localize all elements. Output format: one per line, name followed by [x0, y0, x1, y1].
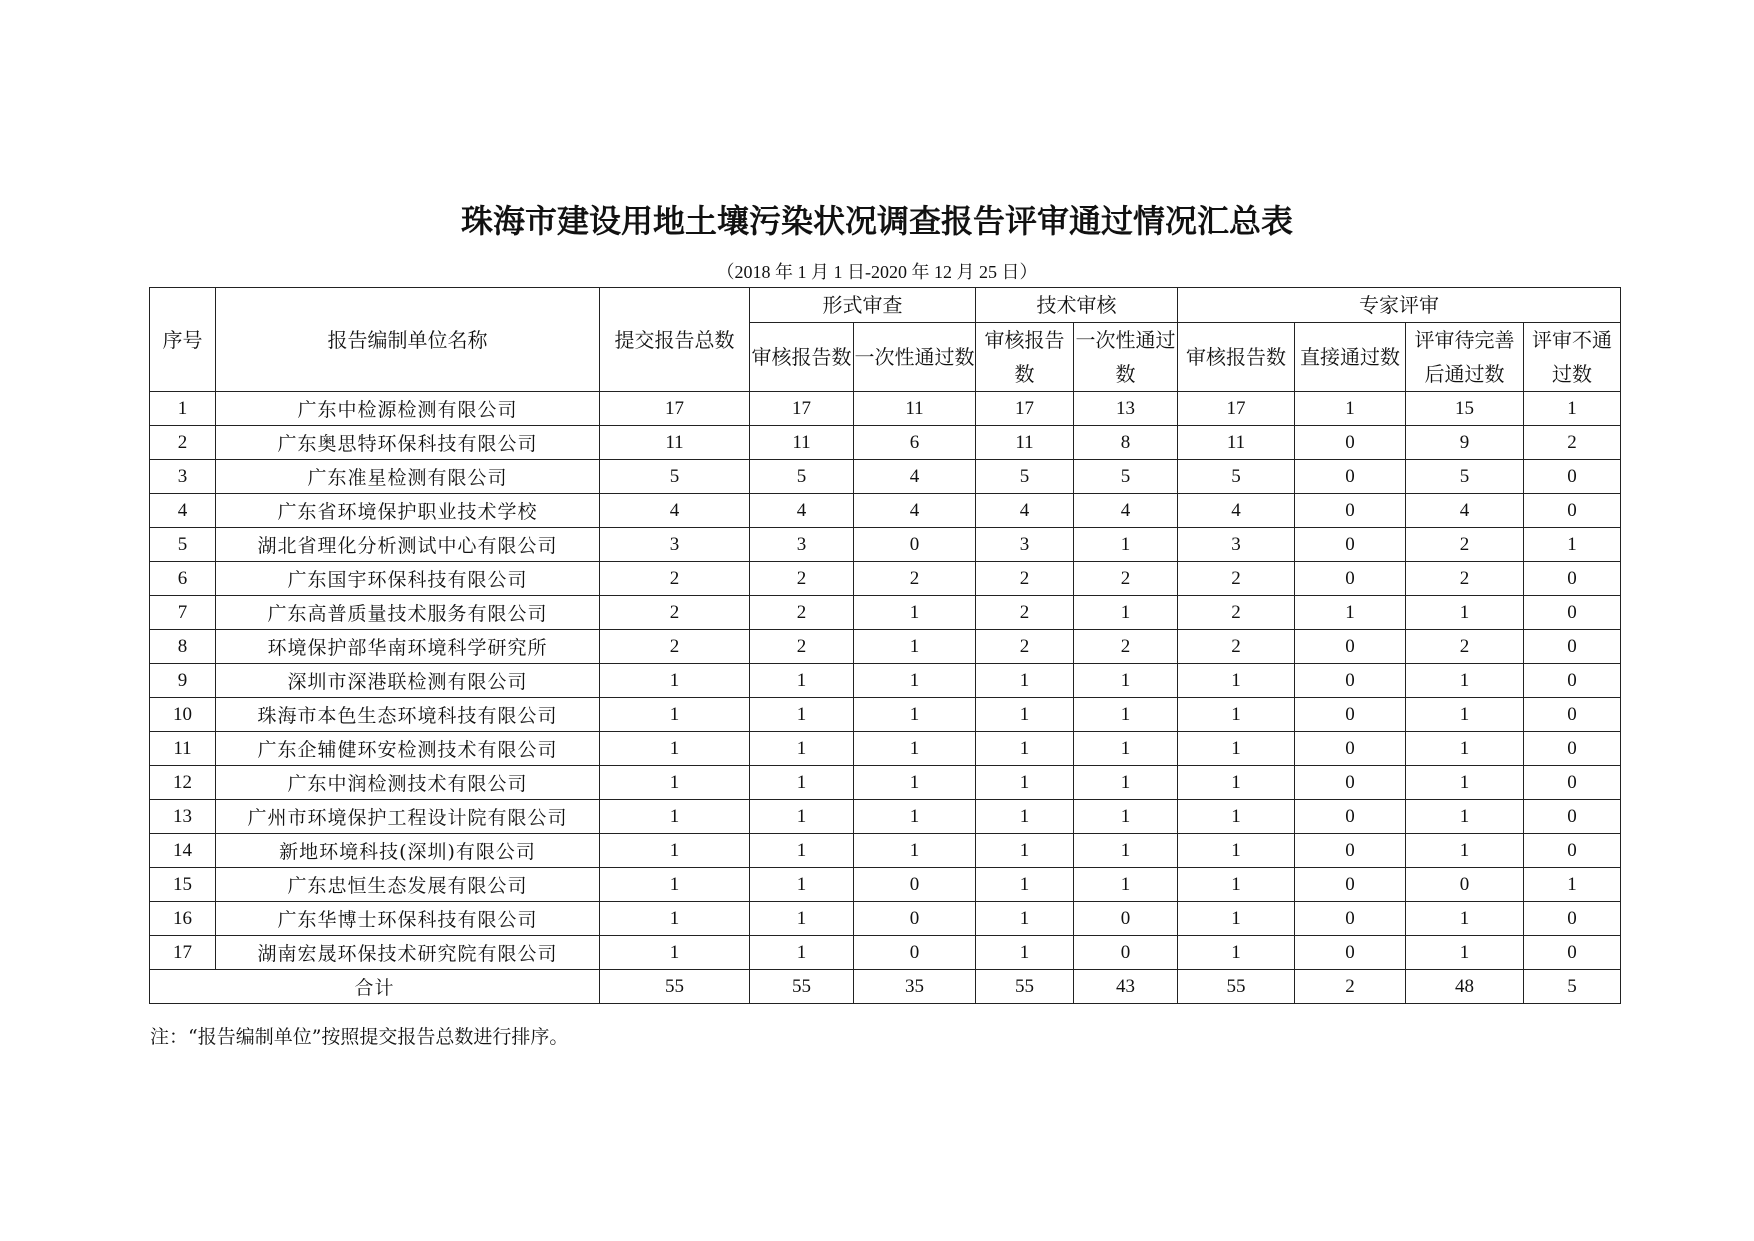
cell-formal-reviewed: 5 — [750, 460, 854, 494]
cell-formal-first-pass: 1 — [854, 630, 976, 664]
table-row — [150, 392, 1621, 426]
cell-tech-reviewed: 2 — [976, 562, 1074, 596]
cell-formal-first-pass: 4 — [854, 460, 976, 494]
header-group-formal: 形式审查 — [750, 288, 976, 323]
table-row — [150, 800, 1621, 834]
row-index: 5 — [150, 528, 216, 562]
header-expert-reviewed: 审核报告数 — [1178, 323, 1295, 392]
cell-total: 1 — [600, 766, 750, 800]
unit-name: 湖北省理化分析测试中心有限公司 — [216, 528, 600, 562]
cell-formal-reviewed: 4 — [750, 494, 854, 528]
table-row — [150, 528, 1621, 562]
cell-tech-first-pass: 5 — [1074, 460, 1178, 494]
unit-name: 广州市环境保护工程设计院有限公司 — [216, 800, 600, 834]
cell-tech-first-pass: 1 — [1074, 698, 1178, 732]
cell-expert-direct-pass: 1 — [1295, 596, 1406, 630]
cell-tech-first-pass: 0 — [1074, 936, 1178, 970]
cell-formal-reviewed: 1 — [750, 868, 854, 902]
table-row — [150, 664, 1621, 698]
cell-expert-fail: 0 — [1524, 596, 1621, 630]
unit-name: 广东国宇环保科技有限公司 — [216, 562, 600, 596]
cell-expert-fail: 0 — [1524, 494, 1621, 528]
cell-formal-first-pass: 6 — [854, 426, 976, 460]
cell-expert-reviewed: 1 — [1178, 902, 1295, 936]
cell-formal-reviewed: 2 — [750, 596, 854, 630]
cell-expert-reviewed: 1 — [1178, 732, 1295, 766]
cell-expert-pass-after-revision: 1 — [1406, 936, 1524, 970]
cell-expert-reviewed: 1 — [1178, 664, 1295, 698]
cell-total: 1 — [600, 698, 750, 732]
cell-total: 5 — [600, 460, 750, 494]
row-index: 6 — [150, 562, 216, 596]
total-tech-reviewed: 55 — [976, 970, 1074, 1004]
unit-name: 广东华博士环保科技有限公司 — [216, 902, 600, 936]
row-index: 13 — [150, 800, 216, 834]
table-row — [150, 732, 1621, 766]
cell-expert-fail: 0 — [1524, 936, 1621, 970]
cell-expert-pass-after-revision: 4 — [1406, 494, 1524, 528]
cell-formal-reviewed: 3 — [750, 528, 854, 562]
cell-expert-pass-after-revision: 1 — [1406, 834, 1524, 868]
cell-expert-reviewed: 1 — [1178, 868, 1295, 902]
header-group-expert: 专家评审 — [1178, 288, 1621, 323]
cell-total: 1 — [600, 664, 750, 698]
cell-expert-fail: 0 — [1524, 800, 1621, 834]
cell-expert-reviewed: 2 — [1178, 596, 1295, 630]
cell-formal-first-pass: 4 — [854, 494, 976, 528]
cell-formal-reviewed: 1 — [750, 936, 854, 970]
cell-expert-reviewed: 1 — [1178, 698, 1295, 732]
cell-formal-reviewed: 1 — [750, 698, 854, 732]
cell-expert-direct-pass: 0 — [1295, 698, 1406, 732]
table-row — [150, 562, 1621, 596]
cell-tech-first-pass: 1 — [1074, 766, 1178, 800]
table-row — [150, 868, 1621, 902]
cell-formal-reviewed: 1 — [750, 732, 854, 766]
cell-tech-reviewed: 1 — [976, 766, 1074, 800]
row-index: 11 — [150, 732, 216, 766]
cell-expert-reviewed: 11 — [1178, 426, 1295, 460]
cell-expert-pass-after-revision: 9 — [1406, 426, 1524, 460]
cell-tech-reviewed: 1 — [976, 936, 1074, 970]
header-formal-first-pass: 一次性通过数 — [854, 323, 976, 392]
cell-expert-reviewed: 17 — [1178, 392, 1295, 426]
cell-tech-reviewed: 3 — [976, 528, 1074, 562]
cell-expert-direct-pass: 0 — [1295, 664, 1406, 698]
cell-expert-pass-after-revision: 1 — [1406, 800, 1524, 834]
cell-formal-first-pass: 1 — [854, 766, 976, 800]
unit-name: 广东中润检测技术有限公司 — [216, 766, 600, 800]
total-expert-reviewed: 55 — [1178, 970, 1295, 1004]
cell-tech-reviewed: 17 — [976, 392, 1074, 426]
unit-name: 广东忠恒生态发展有限公司 — [216, 868, 600, 902]
cell-formal-reviewed: 17 — [750, 392, 854, 426]
header-expert-pass-after-revision: 评审待完善后通过数 — [1406, 323, 1524, 392]
cell-formal-first-pass: 1 — [854, 698, 976, 732]
cell-expert-pass-after-revision: 2 — [1406, 528, 1524, 562]
cell-expert-fail: 0 — [1524, 834, 1621, 868]
cell-total: 1 — [600, 902, 750, 936]
cell-tech-reviewed: 2 — [976, 596, 1074, 630]
cell-formal-reviewed: 2 — [750, 630, 854, 664]
footnote: 注：“报告编制单位”按照提交报告总数进行排序。 — [150, 1026, 569, 1048]
cell-expert-fail: 0 — [1524, 460, 1621, 494]
row-index: 1 — [150, 392, 216, 426]
cell-tech-first-pass: 1 — [1074, 732, 1178, 766]
total-tech-first-pass: 43 — [1074, 970, 1178, 1004]
cell-expert-direct-pass: 0 — [1295, 630, 1406, 664]
row-index: 10 — [150, 698, 216, 732]
total-formal-reviewed: 55 — [750, 970, 854, 1004]
table-row — [150, 698, 1621, 732]
cell-expert-direct-pass: 0 — [1295, 936, 1406, 970]
header-formal-reviewed: 审核报告数 — [750, 323, 854, 392]
cell-expert-direct-pass: 0 — [1295, 460, 1406, 494]
row-index: 7 — [150, 596, 216, 630]
cell-total: 1 — [600, 732, 750, 766]
header-tech-first-pass: 一次性通过数 — [1074, 323, 1178, 392]
cell-tech-reviewed: 2 — [976, 630, 1074, 664]
cell-expert-direct-pass: 0 — [1295, 426, 1406, 460]
cell-total: 17 — [600, 392, 750, 426]
cell-formal-reviewed: 1 — [750, 800, 854, 834]
table-row — [150, 936, 1621, 970]
cell-tech-first-pass: 1 — [1074, 596, 1178, 630]
unit-name: 深圳市深港联检测有限公司 — [216, 664, 600, 698]
cell-tech-reviewed: 1 — [976, 698, 1074, 732]
cell-tech-first-pass: 0 — [1074, 902, 1178, 936]
cell-total: 2 — [600, 596, 750, 630]
cell-expert-pass-after-revision: 1 — [1406, 698, 1524, 732]
cell-expert-pass-after-revision: 5 — [1406, 460, 1524, 494]
table-row — [150, 902, 1621, 936]
cell-tech-first-pass: 13 — [1074, 392, 1178, 426]
total-formal-first-pass: 35 — [854, 970, 976, 1004]
cell-expert-direct-pass: 0 — [1295, 800, 1406, 834]
cell-tech-first-pass: 1 — [1074, 664, 1178, 698]
cell-expert-fail: 0 — [1524, 664, 1621, 698]
cell-expert-pass-after-revision: 1 — [1406, 766, 1524, 800]
document-title: 珠海市建设用地土壤污染状况调查报告评审通过情况汇总表 — [460, 202, 1293, 240]
cell-tech-reviewed: 1 — [976, 664, 1074, 698]
cell-expert-reviewed: 1 — [1178, 834, 1295, 868]
row-index: 14 — [150, 834, 216, 868]
cell-expert-direct-pass: 0 — [1295, 562, 1406, 596]
cell-expert-direct-pass: 0 — [1295, 494, 1406, 528]
row-index: 4 — [150, 494, 216, 528]
cell-total: 4 — [600, 494, 750, 528]
cell-formal-first-pass: 1 — [854, 834, 976, 868]
cell-tech-reviewed: 1 — [976, 732, 1074, 766]
cell-total: 11 — [600, 426, 750, 460]
cell-expert-fail: 0 — [1524, 732, 1621, 766]
header-index: 序号 — [150, 288, 216, 392]
cell-formal-first-pass: 1 — [854, 596, 976, 630]
cell-tech-first-pass: 2 — [1074, 630, 1178, 664]
cell-formal-reviewed: 11 — [750, 426, 854, 460]
cell-expert-fail: 0 — [1524, 698, 1621, 732]
cell-expert-reviewed: 1 — [1178, 936, 1295, 970]
row-index: 16 — [150, 902, 216, 936]
unit-name: 湖南宏晟环保技术研究院有限公司 — [216, 936, 600, 970]
unit-name: 广东省环境保护职业技术学校 — [216, 494, 600, 528]
unit-name: 广东准星检测有限公司 — [216, 460, 600, 494]
cell-expert-direct-pass: 1 — [1295, 392, 1406, 426]
cell-expert-fail: 0 — [1524, 630, 1621, 664]
cell-expert-fail: 1 — [1524, 392, 1621, 426]
header-row-groups — [150, 288, 1621, 323]
total-expert-direct-pass: 2 — [1295, 970, 1406, 1004]
cell-tech-reviewed: 1 — [976, 800, 1074, 834]
cell-expert-direct-pass: 0 — [1295, 528, 1406, 562]
cell-tech-reviewed: 11 — [976, 426, 1074, 460]
unit-name: 广东奥思特环保科技有限公司 — [216, 426, 600, 460]
cell-formal-reviewed: 1 — [750, 834, 854, 868]
cell-total: 2 — [600, 562, 750, 596]
cell-formal-first-pass: 11 — [854, 392, 976, 426]
cell-formal-reviewed: 1 — [750, 664, 854, 698]
row-index: 3 — [150, 460, 216, 494]
unit-name: 环境保护部华南环境科学研究所 — [216, 630, 600, 664]
cell-expert-direct-pass: 0 — [1295, 732, 1406, 766]
cell-total: 1 — [600, 868, 750, 902]
row-index: 2 — [150, 426, 216, 460]
table-row — [150, 460, 1621, 494]
cell-expert-reviewed: 1 — [1178, 800, 1295, 834]
cell-formal-first-pass: 0 — [854, 868, 976, 902]
cell-tech-first-pass: 1 — [1074, 800, 1178, 834]
row-index: 9 — [150, 664, 216, 698]
cell-total: 1 — [600, 834, 750, 868]
total-row — [150, 970, 1621, 1004]
cell-tech-first-pass: 1 — [1074, 834, 1178, 868]
cell-tech-reviewed: 1 — [976, 834, 1074, 868]
unit-name: 广东高普质量技术服务有限公司 — [216, 596, 600, 630]
cell-tech-reviewed: 1 — [976, 868, 1074, 902]
summary-table — [149, 287, 1621, 1004]
cell-expert-direct-pass: 0 — [1295, 868, 1406, 902]
unit-name: 珠海市本色生态环境科技有限公司 — [216, 698, 600, 732]
cell-expert-pass-after-revision: 0 — [1406, 868, 1524, 902]
cell-formal-reviewed: 2 — [750, 562, 854, 596]
cell-expert-fail: 0 — [1524, 562, 1621, 596]
cell-tech-first-pass: 2 — [1074, 562, 1178, 596]
cell-formal-reviewed: 1 — [750, 902, 854, 936]
cell-expert-pass-after-revision: 2 — [1406, 630, 1524, 664]
cell-expert-reviewed: 3 — [1178, 528, 1295, 562]
unit-name: 广东中检源检测有限公司 — [216, 392, 600, 426]
total-total: 55 — [600, 970, 750, 1004]
cell-expert-pass-after-revision: 1 — [1406, 664, 1524, 698]
cell-total: 2 — [600, 630, 750, 664]
total-expert-pass-after-revision: 48 — [1406, 970, 1524, 1004]
cell-expert-reviewed: 1 — [1178, 766, 1295, 800]
cell-expert-direct-pass: 0 — [1295, 834, 1406, 868]
cell-total: 1 — [600, 936, 750, 970]
cell-expert-pass-after-revision: 1 — [1406, 902, 1524, 936]
cell-formal-first-pass: 0 — [854, 936, 976, 970]
header-expert-fail: 评审不通过数 — [1524, 323, 1621, 392]
header-expert-direct-pass: 直接通过数 — [1295, 323, 1406, 392]
cell-expert-direct-pass: 0 — [1295, 766, 1406, 800]
cell-formal-first-pass: 0 — [854, 528, 976, 562]
cell-formal-first-pass: 2 — [854, 562, 976, 596]
header-group-tech: 技术审核 — [976, 288, 1178, 323]
cell-total: 3 — [600, 528, 750, 562]
table-row — [150, 630, 1621, 664]
cell-expert-fail: 1 — [1524, 868, 1621, 902]
table-row — [150, 766, 1621, 800]
table-row — [150, 494, 1621, 528]
cell-formal-reviewed: 1 — [750, 766, 854, 800]
row-index: 12 — [150, 766, 216, 800]
row-index: 17 — [150, 936, 216, 970]
unit-name: 广东企辅健环安检测技术有限公司 — [216, 732, 600, 766]
cell-expert-reviewed: 4 — [1178, 494, 1295, 528]
cell-expert-fail: 2 — [1524, 426, 1621, 460]
cell-expert-direct-pass: 0 — [1295, 902, 1406, 936]
unit-name: 新地环境科技(深圳)有限公司 — [216, 834, 600, 868]
date-range: （2018 年 1 月 1 日-2020 年 12 月 25 日） — [716, 262, 1038, 282]
table-row — [150, 834, 1621, 868]
cell-expert-pass-after-revision: 2 — [1406, 562, 1524, 596]
header-total: 提交报告总数 — [600, 288, 750, 392]
cell-tech-first-pass: 1 — [1074, 528, 1178, 562]
cell-expert-pass-after-revision: 15 — [1406, 392, 1524, 426]
cell-formal-first-pass: 1 — [854, 732, 976, 766]
cell-tech-first-pass: 1 — [1074, 868, 1178, 902]
cell-expert-reviewed: 2 — [1178, 630, 1295, 664]
cell-tech-reviewed: 5 — [976, 460, 1074, 494]
table-row — [150, 596, 1621, 630]
cell-tech-first-pass: 8 — [1074, 426, 1178, 460]
cell-tech-first-pass: 4 — [1074, 494, 1178, 528]
cell-expert-pass-after-revision: 1 — [1406, 732, 1524, 766]
cell-formal-first-pass: 0 — [854, 902, 976, 936]
cell-tech-reviewed: 1 — [976, 902, 1074, 936]
cell-expert-pass-after-revision: 1 — [1406, 596, 1524, 630]
cell-expert-reviewed: 5 — [1178, 460, 1295, 494]
header-tech-reviewed: 审核报告数 — [976, 323, 1074, 392]
cell-expert-fail: 1 — [1524, 528, 1621, 562]
header-name: 报告编制单位名称 — [216, 288, 600, 392]
cell-expert-fail: 0 — [1524, 766, 1621, 800]
cell-tech-reviewed: 4 — [976, 494, 1074, 528]
total-expert-fail: 5 — [1524, 970, 1621, 1004]
cell-formal-first-pass: 1 — [854, 800, 976, 834]
cell-total: 1 — [600, 800, 750, 834]
cell-expert-reviewed: 2 — [1178, 562, 1295, 596]
total-label: 合计 — [150, 970, 600, 1004]
row-index: 15 — [150, 868, 216, 902]
row-index: 8 — [150, 630, 216, 664]
cell-expert-fail: 0 — [1524, 902, 1621, 936]
table-row — [150, 426, 1621, 460]
cell-formal-first-pass: 1 — [854, 664, 976, 698]
